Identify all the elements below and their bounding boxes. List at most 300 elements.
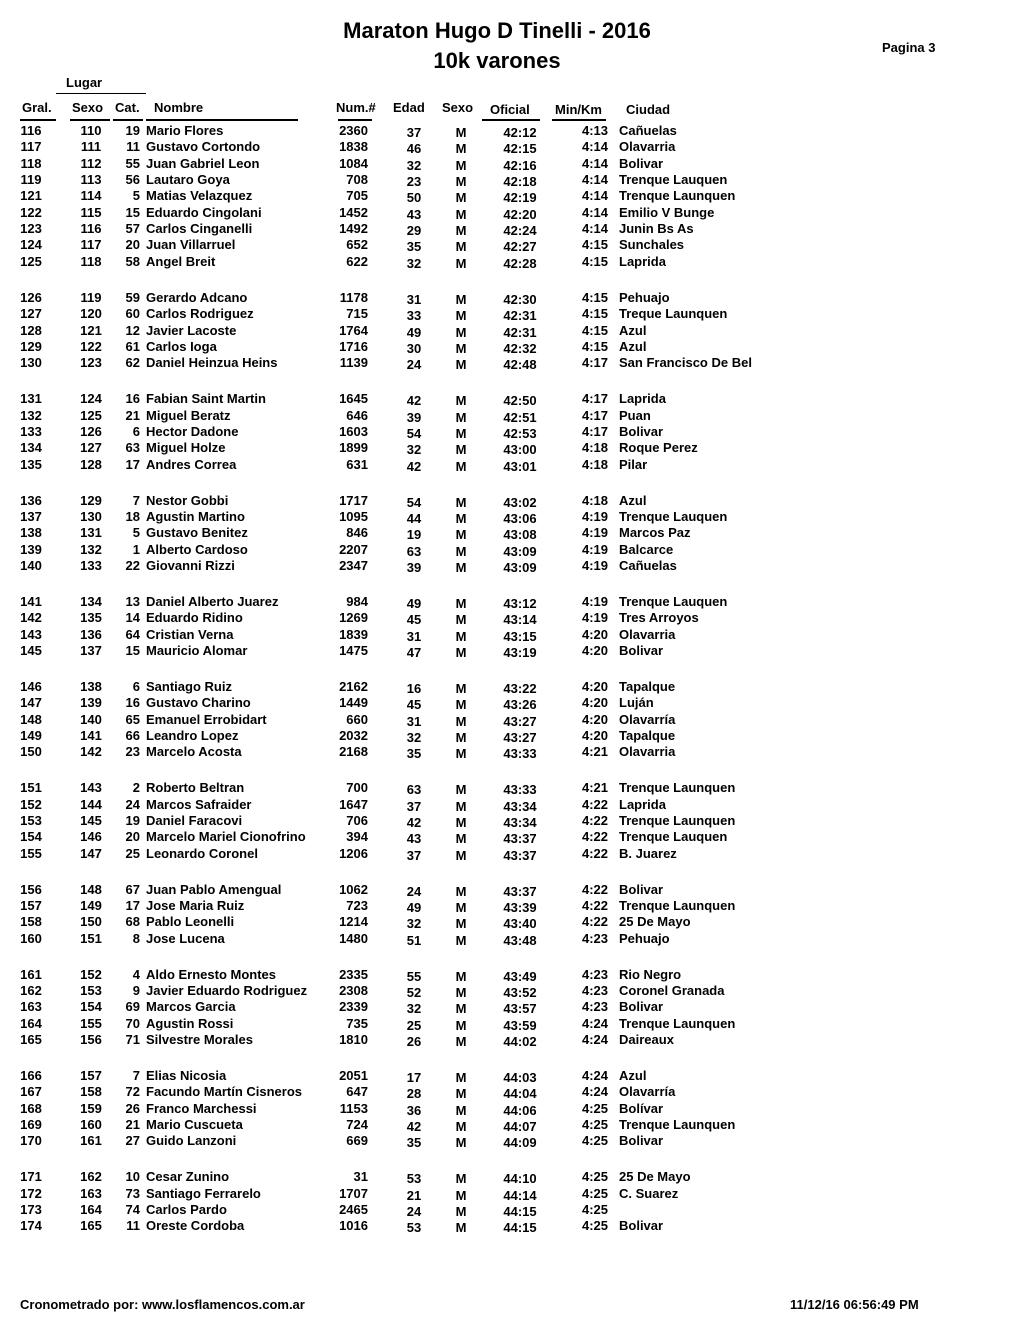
place-overall: 138 — [20, 525, 42, 541]
official-time: 43:27 — [503, 713, 537, 729]
pace: 4:19 — [581, 610, 608, 626]
pace: 4:23 — [581, 930, 608, 946]
bib-number: 1475 — [339, 642, 368, 658]
runner-name: Cristian Verna — [146, 626, 234, 642]
place-category: 11 — [126, 1218, 140, 1234]
place-category: 2 — [132, 780, 140, 796]
place-category: 24 — [125, 796, 140, 812]
place-sex: 121 — [80, 322, 102, 338]
city: Bolivar — [619, 881, 664, 897]
official-time: 43:33 — [503, 782, 537, 798]
place-overall: 163 — [20, 999, 42, 1015]
bib-number: 2308 — [339, 982, 368, 998]
sex: M — [455, 984, 467, 1000]
pace: 4:25 — [581, 1185, 608, 1201]
place-category: 16 — [125, 391, 140, 407]
sex: M — [455, 1118, 467, 1134]
bib-number: 394 — [346, 829, 368, 845]
place-category: 60 — [125, 306, 140, 322]
place-category: 72 — [125, 1084, 140, 1100]
bib-number: 660 — [346, 711, 368, 727]
place-category: 9 — [132, 982, 140, 998]
col-header-sexo2: Sexo — [442, 100, 474, 115]
sex: M — [455, 1033, 467, 1049]
place-overall: 135 — [20, 456, 42, 472]
place-sex: 124 — [80, 391, 102, 407]
bib-number: 1214 — [339, 914, 368, 930]
table-row — [0, 457, 1024, 473]
city: Luján — [619, 695, 654, 711]
pace: 4:14 — [581, 221, 608, 237]
pace: 4:13 — [581, 123, 608, 138]
city: Bolivar — [619, 1133, 664, 1149]
official-time: 43:08 — [503, 527, 537, 543]
place-category: 23 — [125, 744, 140, 760]
city: Puan — [619, 407, 651, 423]
city: Trenque Launquen — [619, 780, 736, 796]
place-sex: 152 — [80, 966, 102, 982]
age: 39 — [406, 409, 422, 425]
bib-number: 846 — [346, 525, 368, 541]
place-sex: 135 — [80, 610, 102, 626]
sex: M — [455, 1102, 467, 1118]
pace: 4:23 — [581, 999, 608, 1015]
place-sex: 150 — [80, 914, 102, 930]
bib-number: 1452 — [339, 204, 368, 220]
city: Tapalque — [619, 678, 676, 694]
city: Azul — [619, 322, 647, 338]
sex: M — [455, 494, 467, 510]
age: 49 — [406, 899, 422, 915]
table-row — [0, 1186, 1024, 1202]
sex: M — [455, 559, 467, 575]
place-sex: 146 — [80, 829, 102, 845]
runner-name: Daniel Alberto Juarez — [146, 593, 279, 609]
official-time: 42:32 — [503, 340, 537, 356]
sex: M — [455, 393, 467, 409]
place-sex: 141 — [80, 727, 102, 743]
pace: 4:24 — [581, 1031, 608, 1047]
official-time: 43:06 — [503, 510, 537, 526]
place-sex: 115 — [80, 204, 102, 220]
page-title: Maraton Hugo D Tinelli - 2016 — [343, 18, 651, 43]
bib-number: 652 — [346, 237, 368, 253]
pace: 4:25 — [581, 1218, 608, 1234]
official-time: 43:34 — [503, 798, 537, 814]
place-sex: 134 — [80, 593, 102, 609]
place-overall: 133 — [20, 423, 42, 439]
official-time: 43:09 — [503, 543, 537, 559]
place-overall: 118 — [20, 155, 42, 171]
bib-number: 1647 — [339, 796, 368, 812]
age: 24 — [406, 357, 422, 373]
bib-number: 984 — [346, 593, 368, 609]
city: Azul — [619, 1067, 647, 1083]
runner-name: Oreste Cordoba — [146, 1218, 245, 1234]
table-row — [0, 509, 1024, 525]
place-category: 7 — [132, 492, 140, 508]
place-category: 61 — [125, 338, 140, 354]
official-time: 43:52 — [503, 984, 537, 1000]
official-time: 42:28 — [503, 255, 537, 271]
age: 45 — [406, 612, 422, 628]
pace: 4:19 — [581, 557, 608, 573]
table-row — [0, 914, 1024, 930]
place-category: 59 — [125, 289, 140, 305]
age: 32 — [406, 729, 422, 745]
age: 45 — [406, 697, 422, 713]
bib-number: 724 — [346, 1116, 368, 1132]
age: 32 — [406, 1001, 422, 1017]
table-row — [0, 882, 1024, 898]
sex: M — [455, 916, 467, 932]
place-category: 12 — [125, 322, 140, 338]
table-row — [0, 1202, 1024, 1218]
city: Pehuajo — [619, 289, 670, 305]
place-category: 10 — [125, 1169, 140, 1185]
table-row — [0, 221, 1024, 237]
official-time: 43:00 — [503, 442, 537, 458]
pace: 4:24 — [581, 1067, 608, 1083]
place-overall: 160 — [20, 930, 42, 946]
place-sex: 153 — [80, 982, 102, 998]
place-overall: 130 — [20, 355, 42, 371]
pace: 4:14 — [581, 204, 608, 220]
place-sex: 139 — [80, 695, 102, 711]
sex: M — [455, 324, 467, 340]
runner-name: Leandro Lopez — [146, 727, 239, 743]
place-category: 19 — [125, 123, 140, 138]
official-time: 42:16 — [503, 157, 537, 173]
age: 24 — [406, 883, 422, 899]
place-overall: 168 — [20, 1100, 42, 1116]
runner-name: Alberto Cardoso — [146, 541, 248, 557]
table-row — [0, 1084, 1024, 1100]
group-header-lugar: Lugar — [66, 75, 103, 90]
place-sex: 151 — [80, 930, 102, 946]
pace: 4:20 — [581, 695, 608, 711]
runner-name: Aldo Ernesto Montes — [146, 966, 277, 982]
city: Laprida — [619, 796, 666, 812]
official-time: 43:59 — [503, 1017, 537, 1033]
table-row — [0, 594, 1024, 610]
city: Azul — [619, 492, 647, 508]
city: Bolivar — [619, 423, 664, 439]
place-category: 14 — [125, 610, 140, 626]
sex: M — [455, 1187, 467, 1203]
pace: 4:20 — [581, 642, 608, 658]
pace: 4:19 — [581, 508, 608, 524]
runner-name: Marcelo Mariel Cionofrino — [146, 829, 306, 845]
place-sex: 114 — [80, 188, 102, 204]
sex: M — [455, 697, 467, 713]
age: 30 — [406, 340, 422, 356]
bib-number: 1269 — [339, 610, 368, 626]
table-row — [0, 1169, 1024, 1185]
place-category: 4 — [132, 966, 140, 982]
pace: 4:18 — [581, 440, 608, 456]
place-category: 5 — [132, 188, 140, 204]
city: Trenque Launquen — [619, 812, 736, 828]
place-overall: 141 — [20, 593, 42, 609]
place-sex: 111 — [80, 139, 102, 155]
city: C. Suarez — [619, 1185, 679, 1201]
pace: 4:14 — [581, 188, 608, 204]
place-category: 17 — [125, 897, 140, 913]
city: Trenque Lauquen — [619, 172, 728, 187]
place-sex: 117 — [80, 237, 102, 253]
runner-name: Santiago Ferrarelo — [146, 1185, 261, 1201]
runner-name: Carlos Pardo — [146, 1201, 227, 1217]
bib-number: 1084 — [339, 155, 368, 171]
place-sex: 155 — [80, 1015, 102, 1031]
place-sex: 116 — [80, 221, 102, 237]
place-category: 6 — [132, 423, 140, 439]
table-row — [0, 237, 1024, 253]
runner-name: Carlos Cinganelli — [146, 221, 253, 237]
sex: M — [455, 458, 467, 474]
official-time: 42:31 — [503, 308, 537, 324]
col-header-gral: Gral. — [22, 100, 52, 115]
place-sex: 140 — [80, 711, 102, 727]
runner-name: Andres Correa — [146, 456, 237, 472]
col-header-edad: Edad — [393, 100, 425, 115]
place-sex: 165 — [80, 1218, 102, 1234]
bib-number: 1645 — [339, 391, 368, 407]
city: Trenque Launquen — [619, 1015, 736, 1031]
table-row — [0, 188, 1024, 204]
city: Cañuelas — [619, 557, 677, 573]
city: Roque Perez — [619, 440, 698, 456]
age: 51 — [406, 932, 422, 948]
city: Olavarria — [619, 744, 676, 760]
sex: M — [455, 223, 467, 239]
sex: M — [455, 157, 467, 173]
sex: M — [455, 847, 467, 863]
bib-number: 2335 — [339, 966, 368, 982]
city: Rio Negro — [619, 966, 682, 982]
place-sex: 129 — [80, 492, 102, 508]
bib-number: 2162 — [339, 678, 368, 694]
city: Olavarría — [619, 1084, 676, 1100]
city: B. Juarez — [619, 845, 677, 861]
place-category: 56 — [125, 172, 140, 187]
age: 32 — [406, 157, 422, 173]
place-sex: 132 — [80, 541, 102, 557]
age: 42 — [406, 458, 422, 474]
place-category: 25 — [125, 845, 140, 861]
age: 32 — [406, 916, 422, 932]
place-category: 64 — [125, 626, 140, 642]
pace: 4:25 — [581, 1201, 608, 1217]
age: 32 — [406, 442, 422, 458]
runner-name: Franco Marchessi — [146, 1100, 257, 1116]
sex: M — [455, 239, 467, 255]
table-row — [0, 797, 1024, 813]
pace: 4:19 — [581, 593, 608, 609]
pace: 4:22 — [581, 897, 608, 913]
bib-number: 1839 — [339, 626, 368, 642]
bib-number: 700 — [346, 780, 368, 796]
place-category: 63 — [125, 440, 140, 456]
footer-timestamp: 11/12/16 06:56:49 PM — [790, 1297, 919, 1312]
pace: 4:20 — [581, 727, 608, 743]
runner-name: Facundo Martín Cisneros — [146, 1084, 303, 1100]
official-time: 42:53 — [503, 425, 537, 441]
bib-number: 706 — [346, 812, 368, 828]
col-header-cat: Cat. — [115, 100, 140, 115]
sex: M — [455, 746, 467, 762]
city: Trenque Launquen — [619, 1116, 736, 1132]
runner-name: Daniel Faracovi — [146, 812, 243, 828]
place-sex: 163 — [80, 1185, 102, 1201]
sex: M — [455, 510, 467, 526]
place-overall: 125 — [20, 253, 42, 269]
page-subtitle: 10k varones — [433, 48, 561, 73]
place-overall: 146 — [20, 678, 42, 694]
place-overall: 134 — [20, 440, 42, 456]
table-row — [0, 931, 1024, 947]
runner-name: Eduardo Ridino — [146, 610, 243, 626]
place-category: 73 — [125, 1185, 140, 1201]
place-category: 21 — [125, 407, 140, 423]
bib-number: 1139 — [339, 355, 368, 371]
city: Pehuajo — [619, 930, 670, 946]
place-sex: 137 — [80, 642, 102, 658]
sex: M — [455, 644, 467, 660]
bib-number: 1899 — [339, 440, 368, 456]
place-sex: 164 — [80, 1201, 102, 1217]
runner-name: Juan Villarruel — [146, 237, 236, 253]
col-header-nombre: Nombre — [154, 100, 204, 115]
age: 49 — [406, 595, 422, 611]
official-time: 42:20 — [503, 206, 537, 222]
table-row — [0, 1068, 1024, 1084]
place-sex: 162 — [80, 1169, 102, 1185]
table-row — [0, 999, 1024, 1015]
place-category: 55 — [125, 155, 140, 171]
age: 21 — [406, 1187, 422, 1203]
pace: 4:14 — [581, 139, 608, 155]
bib-number: 723 — [346, 897, 368, 913]
runner-name: Agustin Rossi — [146, 1015, 234, 1031]
pace: 4:17 — [581, 407, 608, 423]
place-overall: 152 — [20, 796, 42, 812]
col-header-minkm: Min/Km — [555, 102, 602, 117]
city: Pilar — [619, 456, 648, 472]
place-category: 5 — [132, 525, 140, 541]
sex: M — [455, 612, 467, 628]
bib-number: 1153 — [339, 1100, 368, 1116]
table-row — [0, 290, 1024, 306]
place-overall: 171 — [20, 1169, 42, 1185]
place-sex: 112 — [80, 155, 102, 171]
sex: M — [455, 1017, 467, 1033]
place-overall: 151 — [20, 780, 42, 796]
place-sex: 148 — [80, 881, 102, 897]
age: 63 — [406, 543, 422, 559]
table-row — [0, 643, 1024, 659]
table-row — [0, 306, 1024, 322]
place-sex: 144 — [80, 796, 102, 812]
city: Bolivar — [619, 999, 664, 1015]
age: 32 — [406, 255, 422, 271]
city: 25 De Mayo — [619, 914, 691, 930]
bib-number: 2051 — [339, 1067, 368, 1083]
official-time: 43:22 — [503, 680, 537, 696]
age: 49 — [406, 324, 422, 340]
place-sex: 110 — [80, 123, 102, 138]
place-overall: 150 — [20, 744, 42, 760]
table-row — [0, 254, 1024, 270]
pace: 4:25 — [581, 1116, 608, 1132]
place-overall: 131 — [20, 391, 42, 407]
place-overall: 154 — [20, 829, 42, 845]
city: 25 De Mayo — [619, 1169, 691, 1185]
sex: M — [455, 1171, 467, 1187]
table-row — [0, 424, 1024, 440]
place-category: 1 — [132, 541, 140, 557]
official-time: 43:27 — [503, 729, 537, 745]
table-row — [0, 493, 1024, 509]
official-time: 42:31 — [503, 324, 537, 340]
table-row — [0, 525, 1024, 541]
place-sex: 131 — [80, 525, 102, 541]
place-sex: 136 — [80, 626, 102, 642]
bib-number: 735 — [346, 1015, 368, 1031]
bib-number: 647 — [346, 1084, 368, 1100]
official-time: 44:15 — [503, 1220, 537, 1236]
place-overall: 164 — [20, 1015, 42, 1031]
pace: 4:19 — [581, 541, 608, 557]
sex: M — [455, 899, 467, 915]
official-time: 43:39 — [503, 899, 537, 915]
runner-name: Jose Lucena — [146, 930, 225, 946]
sex: M — [455, 1203, 467, 1219]
footer-credit: Cronometrado por: www.losflamencos.com.ar — [20, 1297, 305, 1312]
sex: M — [455, 340, 467, 356]
age: 42 — [406, 814, 422, 830]
age: 54 — [406, 425, 422, 441]
official-time: 44:15 — [503, 1203, 537, 1219]
official-time: 44:02 — [503, 1033, 537, 1049]
place-sex: 113 — [80, 172, 102, 187]
sex: M — [455, 442, 467, 458]
official-time: 42:12 — [503, 125, 537, 140]
place-sex: 125 — [80, 407, 102, 423]
place-overall: 162 — [20, 982, 42, 998]
sex: M — [455, 1220, 467, 1236]
runner-name: Gustavo Benitez — [146, 525, 248, 541]
city: Trenque Launquen — [619, 188, 736, 204]
place-sex: 133 — [80, 557, 102, 573]
pace: 4:22 — [581, 829, 608, 845]
table-row — [0, 610, 1024, 626]
official-time: 44:06 — [503, 1102, 537, 1118]
city: Trenque Lauquen — [619, 829, 728, 845]
official-time: 44:10 — [503, 1171, 537, 1187]
official-time: 43:19 — [503, 644, 537, 660]
place-overall: 143 — [20, 626, 42, 642]
sex: M — [455, 1086, 467, 1102]
place-sex: 130 — [80, 508, 102, 524]
place-category: 13 — [125, 593, 140, 609]
table-row — [0, 1101, 1024, 1117]
place-sex: 149 — [80, 897, 102, 913]
official-time: 42:19 — [503, 190, 537, 206]
age: 35 — [406, 239, 422, 255]
official-time: 43:14 — [503, 612, 537, 628]
